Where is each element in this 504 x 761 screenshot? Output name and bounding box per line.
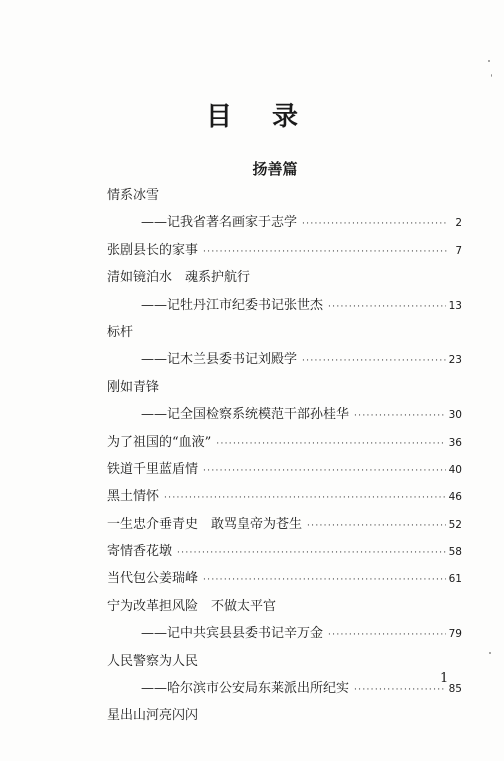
page-title [0, 96, 504, 133]
title-char-2: 录 [272, 102, 299, 132]
toc-entry-title: ——记我省著名画家于志学 [141, 215, 298, 231]
toc-entry-title: 张剧县长的家事 [107, 242, 199, 258]
toc-leader-dots [164, 485, 446, 510]
toc-entry [107, 237, 462, 264]
toc-entry-page: 40 [448, 463, 462, 476]
toc-entry-title: ——哈尔滨市公安局东莱派出所纪实 [141, 681, 350, 697]
toc-entry-title: ——记木兰县委书记刘殿学 [141, 352, 298, 368]
toc-entry-page: 52 [448, 518, 462, 531]
toc-entry [107, 319, 462, 346]
toc-entry-title: 宁为改革担风险 不做太平官 [107, 598, 277, 614]
toc-entry-page: 36 [448, 436, 462, 449]
toc-entry [107, 648, 462, 675]
toc-entry-title: 清如镜泊水 魂系护航行 [107, 270, 251, 286]
toc-entry [107, 429, 462, 456]
page-number: 1 [440, 671, 449, 686]
toc-entry-page: 2 [455, 217, 462, 230]
toc-entry-title: ——记中共宾县县委书记辛万金 [141, 626, 324, 642]
toc-entry [107, 401, 462, 428]
toc-leader-dots [354, 677, 446, 702]
toc-leader-dots [203, 239, 447, 264]
toc-entry-page: 46 [448, 491, 462, 504]
toc-entry [107, 456, 462, 483]
scan-speck [491, 74, 492, 77]
toc-leader-dots [328, 622, 446, 647]
toc-leader-dots [302, 211, 447, 236]
toc-entry-title: 当代包公姜瑞峰 [107, 571, 199, 587]
toc-entry [107, 292, 462, 319]
toc-entry [107, 675, 462, 702]
toc-entry-page: 13 [448, 299, 462, 312]
toc-entry [107, 620, 462, 647]
toc-entry-title: 标杆 [107, 324, 134, 340]
toc-entry-title: 铁道千里蓝盾情 [107, 461, 199, 477]
toc-leader-dots [216, 431, 445, 456]
toc-entry [107, 182, 462, 209]
scan-speck [488, 60, 490, 62]
section-title: 扬善篇 [252, 160, 298, 178]
toc-entry-title: 星出山河亮闪闪 [107, 708, 199, 724]
toc-leader-dots [328, 294, 446, 319]
toc-entry [107, 593, 462, 620]
toc-entry [107, 483, 462, 510]
toc-leader-dots [203, 567, 446, 592]
title-char-1: 目 [205, 102, 232, 132]
toc-entry-page: 30 [448, 409, 462, 422]
toc-entry-title: 寄情香花墩 [107, 544, 173, 560]
toc-entry [107, 702, 462, 729]
toc-entry-page: 85 [448, 683, 462, 696]
toc-leader-dots [203, 458, 446, 483]
toc-entry-page: 61 [448, 573, 462, 586]
toc-entry [107, 565, 462, 592]
toc-entry-title: ——记牡丹江市纪委书记张世杰 [141, 297, 324, 313]
toc-entry [107, 511, 462, 538]
toc-entry-title: 黑土情怀 [107, 489, 160, 505]
toc-entry [107, 209, 462, 236]
toc-entry-page: 58 [448, 546, 462, 559]
toc-entry [107, 374, 462, 401]
scan-speck [489, 652, 491, 654]
toc-list [107, 182, 462, 730]
toc-entry-title: 刚如青锋 [107, 379, 160, 395]
toc-entry-title: 情系冰雪 [107, 188, 160, 203]
toc-entry-page: 7 [455, 244, 462, 257]
toc-entry [107, 346, 462, 373]
toc-leader-dots [177, 540, 446, 565]
toc-entry [107, 264, 462, 291]
toc-entry-title: ——记全国检察系统模范干部孙桂华 [141, 407, 350, 423]
toc-entry-page: 23 [448, 354, 462, 367]
toc-leader-dots [302, 348, 446, 373]
toc-entry [107, 538, 462, 565]
toc-leader-dots [354, 403, 446, 428]
toc-entry-title: 一生忠介垂青史 敢骂皇帝为苍生 [107, 516, 303, 532]
toc-entry-title: 为了祖国的“血液” [107, 434, 212, 450]
toc-entry-page: 79 [448, 628, 462, 641]
toc-entry-title: 人民警察为人民 [107, 653, 199, 669]
toc-leader-dots [307, 513, 446, 538]
